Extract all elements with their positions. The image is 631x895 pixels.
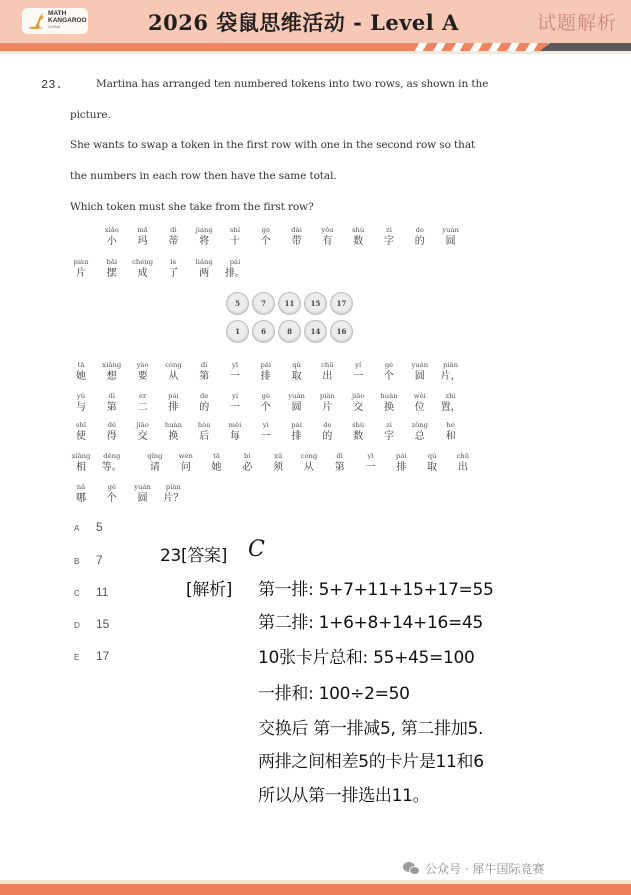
pinyin-cell <box>251 391 281 414</box>
pinyin-text: yuán <box>442 226 459 234</box>
hanzi-text: 第 <box>334 462 345 473</box>
math-kangaroo-logo <box>22 8 88 34</box>
hanzi-text: 一 <box>230 402 240 413</box>
pinyin-cell <box>158 257 188 280</box>
pinyin-text: qǔ <box>427 452 437 460</box>
pinyin-text: yuán <box>288 392 305 400</box>
hanzi-text: 取 <box>427 462 438 473</box>
option-a: A 5 <box>74 520 103 534</box>
hanzi-text: 出 <box>457 462 468 473</box>
pinyin-text: hé <box>446 421 455 429</box>
hanzi-text: 片 <box>76 268 86 279</box>
pinyin-cell <box>220 420 250 443</box>
hanzi-text: 须 <box>273 462 284 473</box>
pinyin-cell <box>405 225 435 248</box>
pinyin-text: nǎ <box>76 483 86 491</box>
hanzi-text: 她 <box>211 462 222 473</box>
hanzi-text: 圆 <box>291 402 302 413</box>
hanzi-text: 了 <box>168 268 179 279</box>
pinyin-text: piàn <box>443 361 459 369</box>
pinyin-cell <box>189 391 219 414</box>
solution-step: 所以从第一排选出11。 <box>258 786 430 806</box>
hanzi-text: 个 <box>106 493 117 504</box>
pinyin-cell <box>448 451 478 474</box>
pinyin-cell <box>263 451 293 474</box>
hanzi-text: 她 <box>76 371 86 382</box>
hanzi-text: 和 <box>445 431 456 442</box>
pinyin-cell <box>189 360 219 383</box>
hanzi-text: 字 <box>384 236 394 247</box>
pinyin-cell <box>66 451 96 474</box>
hanzi-text: 一 <box>260 431 271 442</box>
pinyin-text: xiǎo <box>104 226 119 234</box>
pinyin-text: chéng <box>132 258 154 266</box>
hanzi-text: 片， <box>440 371 461 382</box>
hanzi-text: 想 <box>106 371 117 382</box>
question-number: 23. <box>41 78 63 92</box>
hanzi-text: 数 <box>353 431 364 442</box>
question-line: the numbers in each row then have the same total. <box>70 170 337 182</box>
token: 11 <box>278 292 301 315</box>
pinyin-cell <box>417 451 447 474</box>
pinyin-text: zì <box>386 226 392 234</box>
pinyin-text: yuán <box>134 483 151 491</box>
pinyin-cell <box>158 391 188 414</box>
pinyin-cell <box>343 420 373 443</box>
pinyin-cell <box>312 420 342 443</box>
token-diagram <box>226 292 358 348</box>
pinyin-cell <box>436 420 466 443</box>
hanzi-text: 取 <box>291 371 302 382</box>
pinyin-cell <box>66 482 96 505</box>
pinyin-cell <box>158 360 188 383</box>
pinyin-cell <box>66 420 96 443</box>
hanzi-text: 将 <box>199 236 210 247</box>
pinyin-text: zhì <box>445 392 456 400</box>
pinyin-cell <box>189 257 219 280</box>
hanzi-text: 第 <box>199 371 210 382</box>
pinyin-text: shù <box>352 421 365 429</box>
pinyin-text: dì <box>200 361 208 369</box>
pinyin-text: jiang <box>195 226 213 234</box>
pinyin-cell <box>374 420 404 443</box>
pinyin-text: jiāo <box>136 421 149 429</box>
pinyin-cell <box>66 360 96 383</box>
pinyin-cell <box>251 360 281 383</box>
pinyin-text: gè <box>384 361 394 369</box>
pinyin-text: qǔ <box>292 361 301 369</box>
pinyin-text: piàn <box>319 392 335 400</box>
pinyin-cell <box>128 482 158 505</box>
pinyin-cell <box>436 225 466 248</box>
pinyin-cell <box>282 225 312 248</box>
pinyin-cell <box>158 482 188 505</box>
hanzi-text: 排 <box>168 402 179 413</box>
solution-step: 10张卡片总和: 55+45=100 <box>258 648 475 668</box>
pinyin-text: piàn <box>73 258 89 266</box>
header-divider <box>0 51 631 54</box>
hanzi-text: 要 <box>137 371 148 382</box>
hanzi-text: 十 <box>230 236 240 247</box>
pinyin-text: xiǎng <box>102 361 122 369</box>
pinyin-cell <box>232 451 262 474</box>
pinyin-cell <box>325 451 355 474</box>
pinyin-text: jiāo <box>351 392 365 400</box>
question-line: She wants to swap a token in the first row with one in the second row so that <box>70 139 476 151</box>
pinyin-cell <box>128 257 158 280</box>
token-row-first <box>226 292 358 315</box>
hanzi-text: 的 <box>199 402 210 413</box>
pinyin-text: de <box>415 226 424 234</box>
hanzi-text: 排。 <box>225 268 245 279</box>
hanzi-text: 个 <box>384 371 394 382</box>
pinyin-text: shí <box>229 226 241 234</box>
hanzi-text: 排 <box>260 371 271 382</box>
pinyin-text: gè <box>107 483 116 491</box>
pinyin-text: bì <box>244 452 251 460</box>
hanzi-text: 出 <box>322 371 333 382</box>
hanzi-text: 的 <box>322 431 333 442</box>
hanzi-text: 必 <box>242 462 253 473</box>
pinyin-text: dì <box>170 226 177 234</box>
hanzi-text: 的 <box>414 236 425 247</box>
token: 16 <box>330 320 353 343</box>
pinyin-cell <box>189 225 219 248</box>
pinyin-text: yí <box>231 392 238 400</box>
hanzi-text: 从 <box>168 371 179 382</box>
pinyin-cell <box>97 360 127 383</box>
pinyin-text: dì <box>108 392 116 400</box>
option-b: B 7 <box>74 553 103 567</box>
footer-stripe <box>0 884 631 895</box>
pinyin-cell <box>66 257 96 280</box>
pinyin-text: měi <box>228 421 242 429</box>
pinyin-text: zì <box>386 421 392 429</box>
pinyin-text: de <box>323 421 332 429</box>
wechat-watermark: 公众号 · 犀牛国际竞赛 <box>403 860 544 877</box>
hanzi-text: 从 <box>303 462 314 473</box>
pinyin-text: gè <box>261 226 270 234</box>
logo-text: MATH KANGAROO CHINA <box>48 10 87 30</box>
pinyin-cell <box>97 391 127 414</box>
hanzi-text: 得 <box>106 431 117 442</box>
pinyin-text: pái <box>229 258 241 266</box>
token: 1 <box>226 320 249 343</box>
hanzi-text: 两 <box>199 268 210 279</box>
pinyin-cell <box>386 451 416 474</box>
hanzi-text: 蒂 <box>168 236 179 247</box>
hanzi-text: 每 <box>230 431 240 442</box>
pinyin-cell <box>128 391 158 414</box>
pinyin-cell <box>405 360 435 383</box>
pinyin-text: cóng <box>165 361 182 369</box>
hanzi-text: 片 <box>322 402 333 413</box>
pinyin-cell <box>128 360 158 383</box>
pinyin-cell <box>140 451 170 474</box>
hanzi-text: 置， <box>440 402 461 413</box>
hanzi-text: 位 <box>414 402 425 413</box>
hanzi-text: 第 <box>106 402 117 413</box>
hanzi-text: 成 <box>137 268 148 279</box>
pinyin-text: gè <box>261 392 270 400</box>
pinyin-cell <box>97 420 127 443</box>
pinyin-cell <box>202 451 232 474</box>
pinyin-text: chū <box>456 452 470 460</box>
pinyin-cell <box>97 482 127 505</box>
pinyin-cell <box>343 225 373 248</box>
hanzi-text: 带 <box>291 236 302 247</box>
pinyin-cell <box>282 420 312 443</box>
pinyin-text: yí <box>355 361 362 369</box>
pinyin-cell <box>374 360 404 383</box>
pinyin-cell <box>66 391 96 414</box>
solution-step: 交换后 第一排减5, 第二排加5. <box>258 719 484 739</box>
header-stripe-pattern <box>412 43 552 51</box>
pinyin-cell <box>312 391 342 414</box>
pinyin-cell <box>220 225 250 248</box>
pinyin-text: pái <box>291 421 302 429</box>
pinyin-cell <box>312 225 342 248</box>
pinyin-cell <box>97 257 127 280</box>
pinyin-text: děng <box>103 452 121 460</box>
hanzi-text: 摆 <box>106 268 117 279</box>
hanzi-text: 排 <box>291 431 302 442</box>
hanzi-text: 交 <box>137 431 148 442</box>
pinyin-cell <box>312 360 342 383</box>
pinyin-text: piàn <box>165 483 181 491</box>
token: 7 <box>252 292 275 315</box>
hanzi-text: 问 <box>180 462 191 473</box>
pinyin-text: de <box>200 392 209 400</box>
section-tag: 试题解析 <box>536 12 617 34</box>
pinyin-cell <box>436 360 466 383</box>
pinyin-text: wèn <box>178 452 193 460</box>
hanzi-text: 排 <box>396 462 407 473</box>
pinyin-text: yǔ <box>76 392 86 400</box>
pinyin-text: le <box>170 258 177 266</box>
hanzi-text: 数 <box>353 236 364 247</box>
pinyin-text: yī <box>231 361 238 369</box>
hanzi-text: 请 <box>149 462 160 473</box>
pinyin-text: pái <box>260 361 272 369</box>
solution-step: 第一排: 5+7+11+15+17=55 <box>258 580 494 600</box>
hanzi-text: 片？ <box>163 493 184 504</box>
pinyin-cell <box>405 420 435 443</box>
pinyin-cell <box>282 360 312 383</box>
pinyin-cell <box>374 225 404 248</box>
hanzi-text: 一 <box>365 462 376 473</box>
pinyin-text: pái <box>168 392 179 400</box>
pinyin-text: tā <box>213 452 220 460</box>
pinyin-cell <box>220 391 250 414</box>
hanzi-text: 换 <box>168 431 179 442</box>
pinyin-text: huàn <box>164 421 182 429</box>
page-title: 2026 袋鼠思维活动 - Level A <box>148 10 459 35</box>
pinyin-text: yì <box>262 421 269 429</box>
pinyin-text: èr <box>138 392 147 400</box>
pinyin-text: shǐ <box>75 421 87 429</box>
token-row-second <box>226 320 358 343</box>
hanzi-text: 使 <box>76 431 86 442</box>
pinyin-cell <box>374 391 404 414</box>
token: 5 <box>226 292 249 315</box>
pinyin-text: pái <box>396 452 407 460</box>
pinyin-text: chū <box>321 361 334 369</box>
pinyin-text: tā <box>77 361 85 369</box>
token: 15 <box>304 292 327 315</box>
hanzi-text: 总 <box>414 431 425 442</box>
hanzi-text: 二 <box>137 402 148 413</box>
pinyin-cell <box>405 391 435 414</box>
pinyin-text: yǒu <box>321 226 334 234</box>
pinyin-cell <box>356 451 386 474</box>
pinyin-cell <box>128 420 158 443</box>
analysis-label: [解析] <box>186 580 233 600</box>
page-header <box>0 0 631 43</box>
pinyin-text: xiāng <box>71 452 91 460</box>
hanzi-text: 圆 <box>445 236 456 247</box>
token: 6 <box>252 320 275 343</box>
question-line: Which token must she take from the first row? <box>70 201 314 213</box>
pinyin-cell <box>97 225 127 248</box>
pinyin-text: dì <box>336 452 343 460</box>
pinyin-text: dé <box>107 421 116 429</box>
hanzi-text: 有 <box>322 236 333 247</box>
hanzi-text: 哪 <box>76 493 86 504</box>
hanzi-text: 个 <box>260 236 271 247</box>
solution-step: 第二排: 1+6+8+14+16=45 <box>258 613 483 633</box>
pinyin-cell <box>220 257 250 280</box>
pinyin-cell <box>97 451 127 474</box>
token: 17 <box>330 292 353 315</box>
hanzi-text: 一 <box>353 371 364 382</box>
option-e: E 17 <box>74 649 110 663</box>
pinyin-text: yào <box>136 361 149 369</box>
hanzi-text: 小 <box>106 236 117 247</box>
answer-label: 23[答案] <box>160 546 228 566</box>
kangaroo-icon <box>26 11 46 31</box>
pinyin-cell <box>343 391 373 414</box>
hanzi-text: 个 <box>260 402 271 413</box>
pinyin-cell <box>436 391 466 414</box>
pinyin-cell <box>128 225 158 248</box>
option-c: C 11 <box>74 585 109 599</box>
pinyin-cell <box>251 420 281 443</box>
hanzi-text: 字 <box>384 431 394 442</box>
pinyin-text: qǐng <box>147 452 163 460</box>
hanzi-text: 一 <box>230 371 240 382</box>
option-d: D 15 <box>74 617 110 631</box>
pinyin-text: yuán <box>411 361 429 369</box>
token: 14 <box>304 320 327 343</box>
pinyin-cell <box>343 360 373 383</box>
question-line: Martina has arranged ten numbered tokens into two rows, as shown in the <box>96 78 489 90</box>
hanzi-text: 圆 <box>137 493 148 504</box>
pinyin-cell <box>220 360 250 383</box>
pinyin-text: mǎ <box>137 226 148 234</box>
hanzi-text: 换 <box>384 402 394 413</box>
hanzi-text: 后 <box>199 431 210 442</box>
pinyin-text: hòu <box>197 421 211 429</box>
pinyin-text: wèi <box>413 392 426 400</box>
hanzi-text: 玛 <box>137 236 148 247</box>
hanzi-text: 相 <box>76 462 86 473</box>
pinyin-cell <box>158 225 188 248</box>
pinyin-text: yī <box>367 452 374 460</box>
hanzi-text: 交 <box>353 402 364 413</box>
pinyin-text: xū <box>274 452 283 460</box>
pinyin-text: dài <box>291 226 302 234</box>
answer-value: C <box>248 537 265 562</box>
hanzi-text: 等。 <box>101 462 122 473</box>
pinyin-cell <box>171 451 201 474</box>
pinyin-cell <box>251 225 281 248</box>
header-stripe-dark <box>550 43 631 51</box>
solution-step: 一排和: 100÷2=50 <box>258 684 410 704</box>
pinyin-text: huàn <box>380 392 398 400</box>
token: 8 <box>278 320 301 343</box>
pinyin-text: zǒng <box>411 421 428 429</box>
hanzi-text: 圆 <box>414 371 425 382</box>
pinyin-text: shù <box>352 226 365 234</box>
pinyin-cell <box>282 391 312 414</box>
hanzi-text: 与 <box>76 402 86 413</box>
pinyin-cell <box>294 451 324 474</box>
wechat-icon <box>403 862 421 876</box>
solution-step: 两排之间相差5的卡片是11和6 <box>258 752 484 772</box>
pinyin-text: liǎng <box>195 258 213 266</box>
pinyin-text: cóng <box>300 452 318 460</box>
pinyin-text: bǎi <box>106 258 118 266</box>
pinyin-cell <box>158 420 188 443</box>
pinyin-cell <box>189 420 219 443</box>
question-line: picture. <box>70 109 111 121</box>
